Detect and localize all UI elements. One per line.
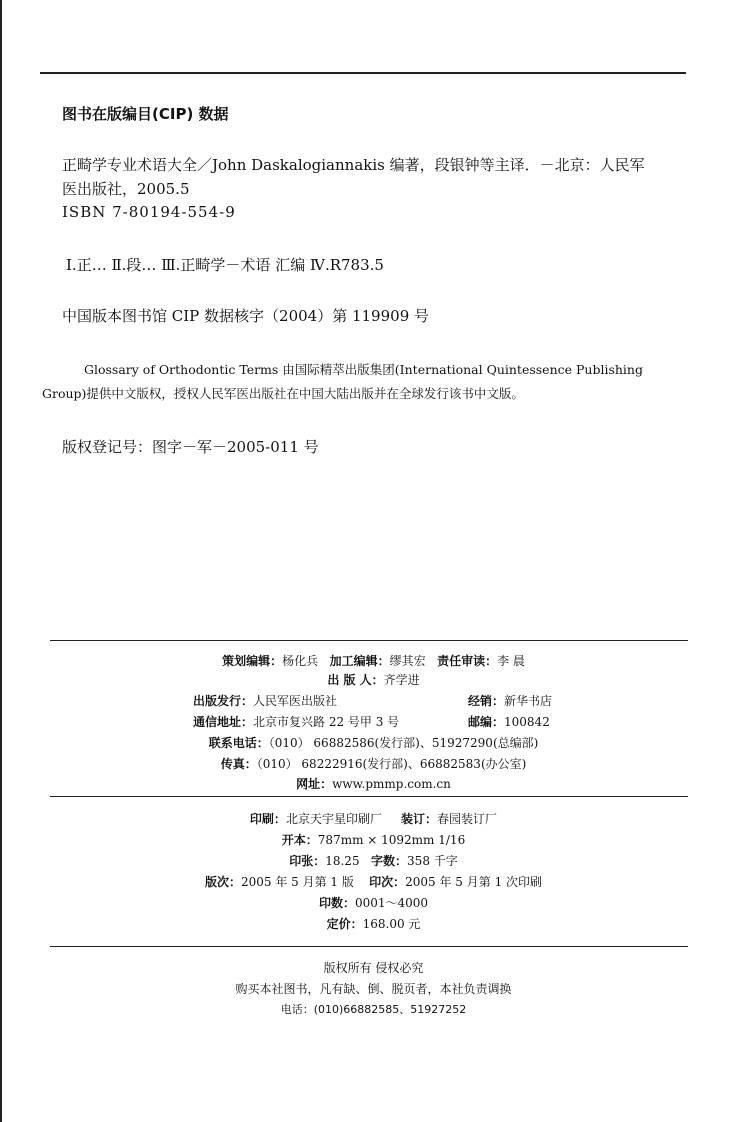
left-edge-rule: [0, 0, 2, 1122]
postcode-label: 邮编：: [468, 715, 505, 729]
processing-editor-label: 加工编辑：: [329, 654, 390, 668]
address-line: [193, 716, 399, 728]
distribution-line: [193, 695, 337, 707]
printer: 北京天宇星印刷厂: [285, 812, 382, 826]
dealer-label: 经销：: [468, 694, 505, 708]
colophon-middle-rule: [50, 796, 688, 797]
colophon-bottom-rule: [50, 946, 688, 947]
copyright-note-line2: Group)提供中文版权，授权人民军医出版社在中国大陆出版并在全球发行该书中文版。: [42, 386, 524, 401]
publisher: 齐学进: [383, 673, 420, 687]
address: 北京市复兴路 22 号甲 3 号: [253, 715, 400, 729]
rights-reserved: 版权所有 侵权必究: [323, 961, 424, 975]
phone: （010） 66882586(发行部)、51927290(总编部): [268, 736, 539, 750]
postcode: 100842: [504, 715, 550, 729]
binder: 春园装订厂: [437, 812, 498, 826]
cip-entry-line1: 正畸学专业术语大全／John Daskalogiannakis 编著，段银钟等主译．－北京：人民军: [62, 156, 645, 174]
sheets-label: 印张：: [289, 854, 326, 868]
format-line: [0, 834, 747, 846]
edition: 2005 年 5 月第 1 版: [240, 875, 354, 889]
fax-label: 传真：: [220, 757, 257, 771]
registration-number: 版权登记号：图字－军－2005-011 号: [62, 438, 319, 456]
sheets: 18.25: [325, 854, 360, 868]
cip-heading: 图书在版编目(CIP) 数据: [62, 105, 229, 123]
postcode-line: [468, 716, 550, 728]
replacement-notice: 购买本社图书，凡有缺、倒、脱页者，本社负责调换: [235, 982, 512, 996]
processing-editor: 缪其宏: [389, 654, 426, 668]
printing-line: [0, 813, 747, 825]
printing-label: 印刷：: [249, 812, 286, 826]
price-line: [0, 918, 747, 930]
copies: 0001～4000: [354, 896, 429, 910]
phone-line: [0, 737, 747, 749]
fax-line: [0, 758, 747, 770]
copies-line: [0, 897, 747, 909]
publisher-line: [0, 674, 747, 686]
cip-verification: 中国版本图书馆 CIP 数据核字（2004）第 119909 号: [62, 307, 430, 325]
dealer-line: [468, 695, 552, 707]
edition-label: 版次：: [204, 875, 241, 889]
top-rule: [40, 72, 686, 74]
format-label: 开本：: [281, 833, 318, 847]
classification: Ⅰ.正… Ⅱ.段… Ⅲ.正畸学－术语 汇编 Ⅳ.R783.5: [66, 256, 384, 274]
copies-label: 印数：: [318, 896, 355, 910]
dealer: 新华书店: [504, 694, 553, 708]
cip-entry-line2: 医出版社，2005.5: [62, 180, 190, 198]
planning-editor: 杨化兵: [282, 654, 319, 668]
web-label: 网址：: [296, 777, 333, 791]
planning-editor-label: 策划编辑：: [222, 654, 283, 668]
binding-label: 装订：: [401, 812, 438, 826]
fax: （010） 68222916(发行部)、66882583(办公室): [256, 757, 527, 771]
impression: 2005 年 5 月第 1 次印刷: [405, 875, 543, 889]
address-label: 通信地址：: [193, 715, 254, 729]
publisher-label: 出 版 人：: [327, 673, 384, 687]
price: 168.00 元: [362, 917, 421, 931]
colophon-top-rule: [50, 640, 688, 641]
website: www.pmmp.com.cn: [332, 777, 451, 791]
words-label: 字数：: [371, 854, 408, 868]
web-line: [0, 778, 747, 790]
review-editor: 李 晨: [497, 654, 525, 668]
review-editor-label: 责任审读：: [437, 654, 498, 668]
service-phone: 电话：(010)66882585、51927252: [280, 1003, 467, 1016]
impression-label: 印次：: [369, 875, 406, 889]
distributor: 人民军医出版社: [253, 694, 338, 708]
price-label: 定价：: [326, 917, 363, 931]
edition-line: [0, 876, 747, 888]
editors-line: [0, 655, 747, 667]
format: 787mm × 1092mm 1/16: [317, 833, 466, 847]
phone-label: 联系电话：: [208, 736, 269, 750]
sheets-line: [0, 855, 747, 867]
isbn: ISBN 7-80194-554-9: [62, 203, 236, 221]
copyright-note-line1: Glossary of Orthodontic Terms 由国际精萃出版集团(International Quintessence Publishing: [84, 362, 643, 377]
word-count: 358 千字: [407, 854, 458, 868]
distribution-label: 出版发行：: [193, 694, 254, 708]
